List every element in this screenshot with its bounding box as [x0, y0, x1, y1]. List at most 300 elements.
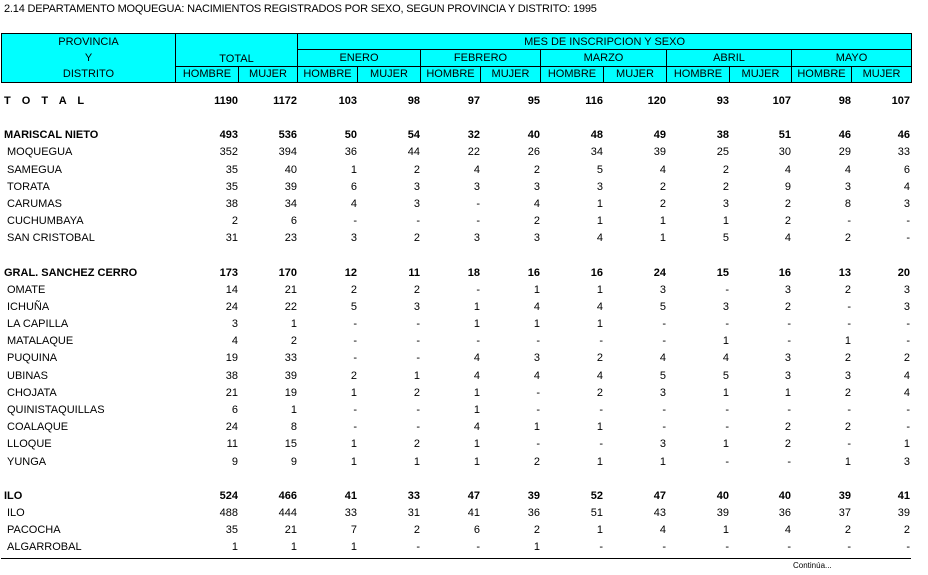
cell-value: -: [476, 335, 480, 348]
cell-value: -: [599, 438, 603, 451]
cell-value: 1: [231, 541, 238, 554]
header-mujer: MUJER: [604, 66, 667, 82]
cell-value: 46: [838, 129, 851, 142]
cell-value: 48: [590, 129, 603, 142]
row-label: MARISCAL NIETO: [4, 129, 99, 142]
cell-value: 36: [778, 506, 791, 519]
row-label: MATALAQUE: [7, 335, 74, 348]
cell-value: 2: [659, 180, 666, 193]
cell-value: -: [725, 404, 729, 416]
cell-value: -: [725, 455, 729, 468]
cell-value: 4: [533, 300, 540, 313]
cell-value: -: [476, 283, 480, 296]
cell-value: 1172: [273, 95, 297, 107]
cell-value: -: [662, 335, 666, 348]
table-row: [1, 300, 911, 317]
row-label: GRAL. SANCHEZ CERRO: [4, 266, 138, 279]
cell-value: 4: [903, 369, 910, 382]
cell-value: 1: [473, 300, 480, 313]
row-label: ILO: [7, 506, 25, 519]
table-row: [1, 197, 911, 214]
cell-value: 1: [844, 335, 851, 348]
cell-value: 1: [473, 438, 480, 451]
cell-value: 466: [278, 489, 297, 502]
cell-value: 36: [527, 506, 540, 519]
cell-value: 1: [596, 455, 603, 468]
cell-value: -: [416, 215, 420, 228]
cell-value: 4: [473, 163, 480, 176]
cell-value: -: [847, 300, 851, 313]
header-mujer: MUJER: [730, 66, 792, 82]
cell-value: 15: [284, 438, 297, 451]
cell-value: 1: [473, 318, 480, 331]
cell-value: -: [847, 318, 851, 331]
cell-value: 4: [784, 524, 791, 537]
cell-value: 3: [659, 438, 666, 451]
table-row: [1, 214, 911, 231]
row-label: UBINAS: [7, 369, 48, 382]
cell-value: 3: [844, 369, 851, 382]
cell-value: 1: [473, 386, 480, 399]
row-label: COALAQUE: [7, 421, 69, 434]
cell-value: 1: [413, 369, 420, 382]
cell-value: 3: [231, 318, 238, 331]
cell-value: 37: [838, 506, 851, 519]
cell-value: 4: [903, 386, 910, 399]
row-label: T O T A L: [4, 95, 89, 107]
cell-value: 4: [784, 232, 791, 245]
cell-value: 47: [653, 489, 666, 502]
cell-value: 1: [290, 404, 297, 416]
cell-value: 38: [225, 369, 238, 382]
row-label: SAN CRISTOBAL: [7, 232, 95, 245]
header-month-febrero: FEBRERO: [421, 50, 541, 66]
cell-value: 26: [527, 146, 540, 159]
continua-note: Continúa...: [793, 561, 832, 570]
table-row: [1, 266, 911, 283]
cell-value: 1: [722, 386, 729, 399]
cell-value: 93: [716, 95, 729, 107]
cell-value: 488: [219, 506, 238, 519]
cell-value: 39: [284, 180, 297, 193]
cell-value: 4: [350, 197, 357, 210]
cell-value: 3: [413, 180, 420, 193]
cell-value: 9: [231, 455, 238, 468]
table-row: [1, 283, 911, 300]
cell-value: 1: [473, 404, 480, 416]
table-row: [1, 386, 911, 403]
cell-value: 22: [467, 146, 480, 159]
row-label: CHOJATA: [7, 386, 57, 399]
cell-value: 3: [784, 352, 791, 365]
header-month-marzo: MARZO: [541, 50, 667, 66]
cell-value: 2: [903, 352, 910, 365]
cell-value: 5: [659, 369, 666, 382]
cell-value: 21: [225, 386, 238, 399]
cell-value: 43: [653, 506, 666, 519]
cell-value: 9: [784, 180, 791, 193]
cell-value: -: [787, 404, 791, 416]
cell-value: 4: [473, 352, 480, 365]
cell-value: 11: [226, 438, 238, 451]
cell-value: -: [662, 421, 666, 434]
table-row: [1, 94, 911, 111]
cell-value: 3: [844, 180, 851, 193]
cell-value: -: [416, 421, 420, 434]
cell-value: 16: [778, 266, 791, 279]
cell-value: 3: [903, 197, 910, 210]
cell-value: 32: [467, 129, 480, 142]
header-mujer: MUJER: [358, 66, 421, 82]
table-row: [1, 334, 911, 351]
cell-value: -: [906, 215, 910, 228]
cell-value: 3: [722, 197, 729, 210]
row-label: TORATA: [7, 180, 50, 193]
cell-value: 3: [659, 386, 666, 399]
cell-value: 2: [413, 232, 420, 245]
cell-value: -: [847, 438, 851, 451]
cell-value: 1: [290, 541, 297, 554]
cell-value: 4: [596, 232, 603, 245]
cell-value: 8: [290, 421, 297, 434]
cell-value: 98: [407, 95, 420, 107]
cell-value: -: [353, 421, 357, 434]
cell-value: 38: [225, 197, 238, 210]
table-row: [1, 128, 911, 145]
cell-value: 1: [533, 283, 540, 296]
cell-value: 2: [596, 386, 603, 399]
cell-value: 5: [722, 369, 729, 382]
cell-value: 2: [413, 438, 420, 451]
header-total: TOTAL: [176, 34, 298, 67]
table-row: [1, 163, 911, 180]
cell-value: 39: [716, 506, 729, 519]
cell-value: -: [353, 404, 357, 416]
cell-value: 16: [527, 266, 540, 279]
row-label: LLOQUE: [7, 438, 52, 451]
cell-value: 524: [219, 489, 238, 502]
cell-value: 4: [903, 180, 910, 193]
cell-value: 24: [653, 266, 666, 279]
cell-value: 33: [897, 146, 910, 159]
cell-value: 2: [784, 421, 791, 434]
cell-value: 54: [407, 129, 420, 142]
cell-value: -: [725, 421, 729, 434]
cell-value: 2: [659, 197, 666, 210]
report-title: 2.14 DEPARTAMENTO MOQUEGUA: NACIMIENTOS REGISTRADOS POR SEXO, SEGUN PROVINCIA Y DISTRITO: 1995: [4, 3, 597, 15]
cell-value: 3: [596, 180, 603, 193]
cell-value: -: [906, 541, 910, 554]
cell-value: -: [353, 318, 357, 331]
table-row: [1, 403, 911, 420]
cell-value: 5: [596, 163, 603, 176]
cell-value: 95: [527, 95, 540, 107]
cell-value: 97: [467, 95, 480, 107]
cell-value: 4: [533, 197, 540, 210]
cell-value: -: [416, 352, 420, 365]
cell-value: 1: [533, 541, 540, 554]
header-mes: MES DE INSCRIPCION Y SEXO: [298, 34, 912, 50]
cell-value: 18: [467, 266, 480, 279]
cell-value: 23: [284, 232, 297, 245]
table-row: [1, 437, 911, 454]
cell-value: 2: [231, 215, 238, 228]
cell-value: 39: [527, 489, 540, 502]
table-row: [1, 231, 911, 248]
header-hombre: HOMBRE: [792, 66, 852, 82]
cell-value: 39: [897, 506, 910, 519]
cell-value: 3: [903, 300, 910, 313]
cell-value: 4: [533, 369, 540, 382]
cell-value: 2: [350, 369, 357, 382]
row-label: CARUMAS: [7, 197, 63, 210]
cell-value: 40: [778, 489, 791, 502]
cell-value: 9: [290, 455, 297, 468]
cell-value: 15: [716, 266, 729, 279]
cell-value: -: [476, 541, 480, 554]
header-month-enero: ENERO: [298, 50, 421, 66]
cell-value: 33: [284, 352, 297, 365]
cell-value: 173: [219, 266, 238, 279]
cell-value: 4: [784, 163, 791, 176]
cell-value: 1: [350, 163, 357, 176]
cell-value: -: [536, 335, 540, 348]
cell-value: -: [847, 404, 851, 416]
table-row: [1, 540, 911, 557]
cell-value: 1: [350, 455, 357, 468]
cell-value: 2: [844, 232, 851, 245]
cell-value: 3: [903, 283, 910, 296]
cell-value: 2: [784, 197, 791, 210]
cell-value: -: [725, 318, 729, 331]
cell-value: 11: [408, 266, 420, 279]
bottom-divider: [1, 558, 911, 559]
cell-value: -: [599, 335, 603, 348]
cell-value: 1: [350, 386, 357, 399]
cell-value: 1: [533, 421, 540, 434]
cell-value: 25: [716, 146, 729, 159]
cell-value: 7: [350, 524, 357, 537]
cell-value: 1: [350, 438, 357, 451]
cell-value: 4: [596, 300, 603, 313]
cell-value: 1: [722, 215, 729, 228]
cell-value: 33: [344, 506, 357, 519]
cell-value: 50: [344, 129, 357, 142]
cell-value: 39: [838, 489, 851, 502]
cell-value: 24: [225, 300, 238, 313]
cell-value: 38: [716, 129, 729, 142]
cell-value: 40: [284, 163, 297, 176]
cell-value: 36: [344, 146, 357, 159]
header-mujer: MUJER: [239, 66, 298, 82]
cell-value: 1: [473, 455, 480, 468]
cell-value: 1: [350, 541, 357, 554]
cell-value: 2: [413, 163, 420, 176]
cell-value: 1190: [214, 95, 238, 107]
cell-value: -: [353, 215, 357, 228]
cell-value: 6: [231, 404, 238, 416]
cell-value: 2: [844, 421, 851, 434]
cell-value: -: [725, 541, 729, 554]
cell-value: -: [416, 335, 420, 348]
cell-value: 34: [284, 197, 297, 210]
cell-value: -: [787, 335, 791, 348]
cell-value: 2: [350, 283, 357, 296]
row-spacer: [1, 111, 911, 128]
cell-value: 13: [838, 266, 851, 279]
cell-value: 3: [413, 300, 420, 313]
cell-value: -: [847, 215, 851, 228]
cell-value: -: [416, 541, 420, 554]
cell-value: 16: [590, 266, 603, 279]
row-label: PUQUINA: [7, 352, 58, 365]
cell-value: 5: [659, 300, 666, 313]
cell-value: -: [662, 404, 666, 416]
header-mujer: MUJER: [852, 66, 912, 82]
cell-value: -: [476, 215, 480, 228]
row-spacer: [1, 249, 911, 266]
row-label: QUINISTAQUILLAS: [7, 404, 105, 416]
cell-value: 29: [838, 146, 851, 159]
cell-value: -: [353, 352, 357, 365]
row-label: ILO: [4, 489, 23, 502]
cell-value: -: [787, 541, 791, 554]
cell-value: -: [416, 404, 420, 416]
cell-value: 41: [467, 506, 480, 519]
cell-value: 31: [407, 506, 420, 519]
cell-value: 47: [467, 489, 480, 502]
cell-value: 51: [778, 129, 791, 142]
cell-value: -: [416, 318, 420, 331]
cell-value: 493: [219, 129, 238, 142]
cell-value: 1: [596, 197, 603, 210]
table-row: [1, 489, 911, 506]
table-row: [1, 145, 911, 162]
cell-value: 3: [473, 232, 480, 245]
cell-value: 2: [413, 283, 420, 296]
cell-value: 51: [590, 506, 603, 519]
cell-value: 4: [659, 163, 666, 176]
cell-value: 12: [344, 266, 357, 279]
row-label: YUNGA: [7, 455, 47, 468]
cell-value: 35: [225, 180, 238, 193]
cell-value: 21: [284, 524, 297, 537]
cell-value: 41: [897, 489, 910, 502]
table-row: [1, 455, 911, 472]
cell-value: 1: [290, 318, 297, 331]
cell-value: 33: [407, 489, 420, 502]
cell-value: 1: [596, 215, 603, 228]
cell-value: 352: [219, 146, 238, 159]
table-row: [1, 317, 911, 334]
cell-value: 1: [659, 455, 666, 468]
cell-value: -: [787, 318, 791, 331]
header-hombre: HOMBRE: [541, 66, 604, 82]
cell-value: 4: [473, 421, 480, 434]
table-row: [1, 351, 911, 368]
header-month-mayo: MAYO: [792, 50, 912, 66]
cell-value: 1: [844, 455, 851, 468]
cell-value: 98: [838, 95, 851, 107]
cell-value: 14: [225, 283, 238, 296]
cell-value: 4: [844, 163, 851, 176]
cell-value: 22: [284, 300, 297, 313]
table-row: [1, 420, 911, 437]
cell-value: 44: [407, 146, 420, 159]
cell-value: 6: [350, 180, 357, 193]
cell-value: 2: [413, 386, 420, 399]
cell-value: 1: [722, 438, 729, 451]
cell-value: -: [662, 318, 666, 331]
cell-value: 1: [413, 455, 420, 468]
cell-value: 2: [596, 352, 603, 365]
table-row: [1, 506, 911, 523]
cell-value: 21: [284, 283, 297, 296]
row-label: PACOCHA: [7, 524, 61, 537]
cell-value: -: [662, 541, 666, 554]
cell-value: 3: [784, 283, 791, 296]
cell-value: 1: [903, 438, 910, 451]
cell-value: 1: [596, 421, 603, 434]
cell-value: -: [906, 404, 910, 416]
cell-value: 2: [903, 524, 910, 537]
cell-value: 2: [533, 524, 540, 537]
cell-value: 19: [284, 386, 297, 399]
cell-value: 1: [596, 283, 603, 296]
cell-value: 536: [278, 129, 297, 142]
cell-value: 4: [659, 352, 666, 365]
header-provincia-distrito: PROVINCIA Y DISTRITO: [2, 34, 176, 83]
cell-value: 2: [290, 335, 297, 348]
cell-value: 40: [527, 129, 540, 142]
cell-value: 2: [533, 163, 540, 176]
row-label: ALGARROBAL: [7, 541, 82, 554]
cell-value: 1: [596, 318, 603, 331]
cell-value: 1: [659, 215, 666, 228]
cell-value: 107: [891, 95, 910, 107]
cell-value: 3: [533, 232, 540, 245]
cell-value: 3: [350, 232, 357, 245]
cell-value: 4: [596, 369, 603, 382]
cell-value: 2: [844, 524, 851, 537]
cell-value: -: [906, 421, 910, 434]
cell-value: 5: [350, 300, 357, 313]
row-label: SAMEGUA: [7, 163, 63, 176]
cell-value: 46: [897, 129, 910, 142]
header-hombre: HOMBRE: [667, 66, 730, 82]
cell-value: 3: [413, 197, 420, 210]
cell-value: 170: [278, 266, 297, 279]
row-spacer: [1, 472, 911, 489]
cell-value: 35: [225, 163, 238, 176]
cell-value: 49: [653, 129, 666, 142]
cell-value: 3: [784, 369, 791, 382]
cell-value: 3: [473, 180, 480, 193]
cell-value: 6: [473, 524, 480, 537]
cell-value: 4: [722, 352, 729, 365]
cell-value: 6: [903, 163, 910, 176]
table-row: [1, 369, 911, 386]
cell-value: 103: [338, 95, 357, 107]
cell-value: -: [476, 197, 480, 210]
cell-value: 40: [716, 489, 729, 502]
cell-value: 24: [225, 421, 238, 434]
cell-value: 20: [897, 266, 910, 279]
row-label: ICHUÑA: [7, 300, 50, 313]
cell-value: -: [725, 283, 729, 296]
cell-value: 2: [844, 283, 851, 296]
cell-value: -: [536, 438, 540, 451]
